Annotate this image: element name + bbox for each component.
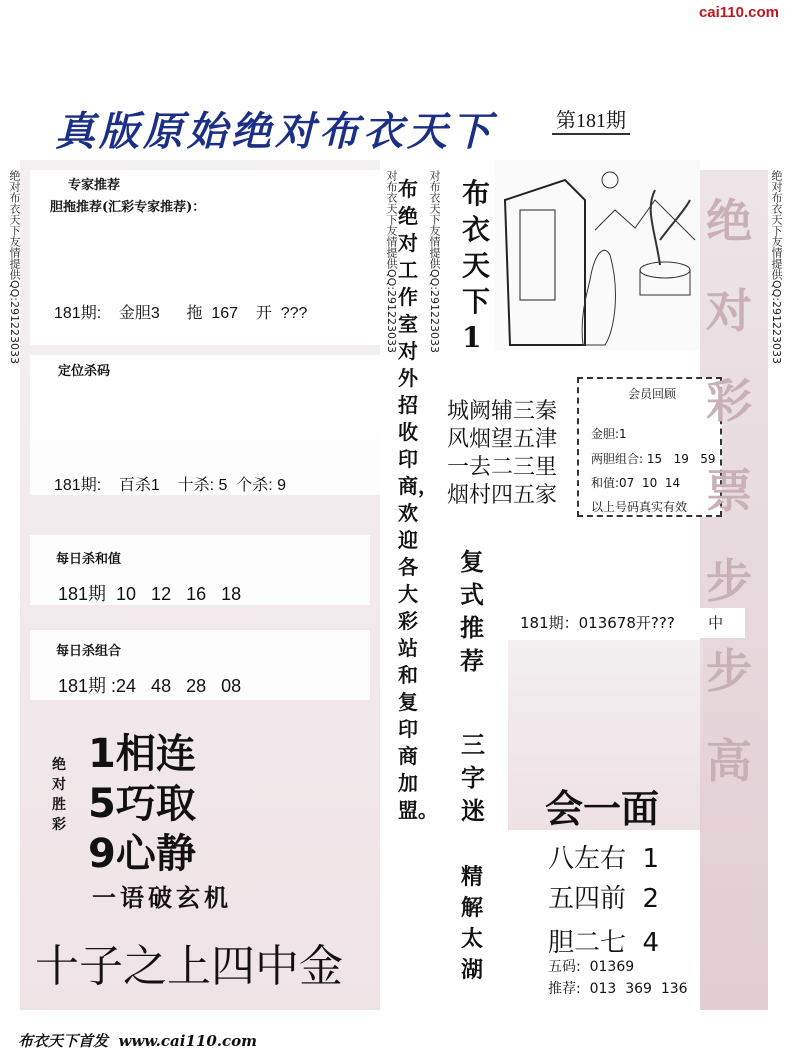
- meet-line-3: 胆二七 4: [548, 928, 660, 958]
- left-side-text: 绝对布衣天下友情提供QQ:291223033: [8, 170, 21, 365]
- poem-block: [447, 398, 557, 510]
- review-hezhi: 和值:07 10 14: [591, 476, 681, 490]
- review-note: 以上号码真实有效: [591, 500, 688, 514]
- meet-line-2: 五四前 2: [548, 884, 660, 914]
- site-url[interactable]: cai110.com: [698, 4, 779, 21]
- middle-side-text-a: 对布衣天下友情提供QQ:291223033: [385, 170, 398, 354]
- review-jindan: 金胆:1: [591, 427, 627, 441]
- scene-illustration: [495, 160, 700, 350]
- issue-number: 第181期: [552, 104, 630, 135]
- studio-vertical-text: 布绝对工作室对外招收印商，欢迎各大彩站和复印商加盟。: [398, 177, 438, 822]
- fushi-label: 复式推荐: [460, 547, 484, 675]
- poem-line: 风烟望五津: [447, 427, 558, 452]
- expert-line: 181期: 金胆3 拖 167 开 ???: [54, 305, 308, 322]
- jingjie-label: 精解太湖: [461, 864, 484, 983]
- absolute-tag: 绝对胜彩: [52, 757, 66, 833]
- absolute-slogan: 一语破玄机: [92, 883, 232, 912]
- poem-line: 一去二三里: [447, 455, 558, 480]
- combo-heading: 每日杀组合: [56, 644, 122, 659]
- combo-line: 181期 :24 48 28 08: [58, 676, 242, 696]
- review-liangdan: 两胆组合: 15 19 59: [591, 452, 716, 466]
- review-title: 会员回顾: [628, 387, 677, 401]
- expert-heading: 专家推荐: [68, 178, 121, 193]
- meet-tuijian: 推荐: 013 369 136: [548, 981, 688, 997]
- page-title: 真版原始绝对布衣天下: [55, 108, 495, 155]
- sum-line: 181期 10 12 16 18: [58, 584, 242, 604]
- studio-brand: 布衣天下1: [462, 177, 491, 354]
- meet-line-1: 八左右 1: [548, 844, 660, 874]
- absolute-line-3: 9心静: [88, 831, 196, 877]
- meet-title: 会一面: [545, 787, 660, 831]
- middle-side-text-b: 对布衣天下友情提供QQ:291223033: [428, 170, 441, 354]
- fushi-line: 181期：013678开??? 中: [520, 614, 724, 632]
- absolute-line-1: 1相连: [88, 731, 196, 777]
- position-heading: 定位杀码: [58, 364, 111, 379]
- position-line: 181期: 百杀1 十杀: 5 个杀: 9: [54, 477, 287, 494]
- absolute-big-text: 十子之上四中金: [35, 941, 343, 992]
- sanzi-label: 三字迷: [461, 730, 485, 825]
- meet-wuma: 五码: 01369: [548, 959, 635, 975]
- sum-heading: 每日杀和值: [56, 552, 122, 567]
- poem-line: 城阙辅三秦: [447, 399, 558, 424]
- poem-line: 烟村四五家: [447, 483, 558, 508]
- footer-text[interactable]: 布衣天下首发 www.cai110.com: [18, 1032, 257, 1050]
- right-watermark: 绝对彩票步步高: [706, 194, 752, 788]
- absolute-line-2: 5巧取: [88, 781, 196, 827]
- expert-sub: 胆拖推荐(汇彩专家推荐)：: [50, 200, 206, 215]
- right-side-text: 绝对布衣天下友情提供QQ:291223033: [770, 170, 783, 365]
